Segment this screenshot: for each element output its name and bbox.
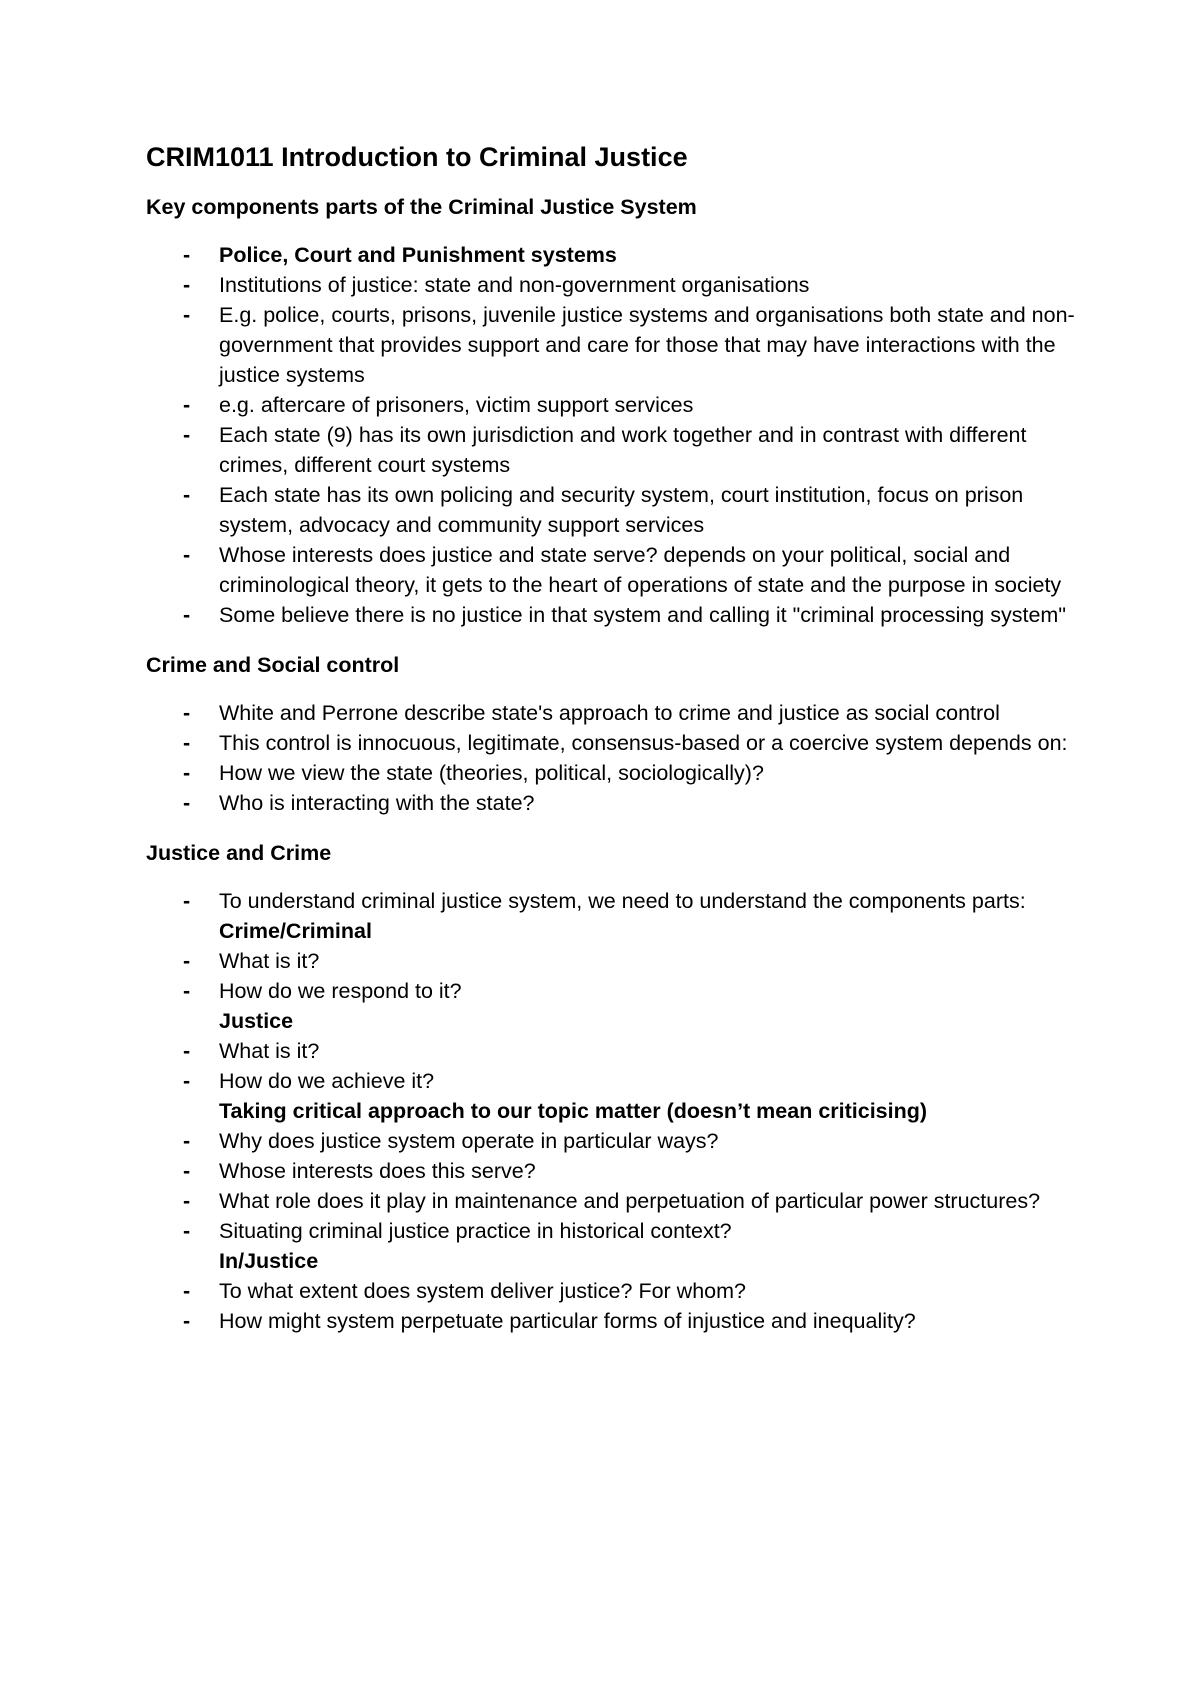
list-item: - Police, Court and Punishment systems <box>146 240 1086 270</box>
list-item: - How we view the state (theories, political, sociologically)? <box>146 758 1086 788</box>
list-item: - Whose interests does this serve? <box>146 1156 1086 1186</box>
list-item: - What role does it play in maintenance and perpetuation of particular power structures? <box>146 1186 1086 1216</box>
list-item: - To understand criminal justice system, we need to understand the components parts: <box>146 886 1086 916</box>
list-item: - How do we achieve it? <box>146 1066 1086 1096</box>
document-body <box>146 192 1086 1336</box>
list-subheading: Justice <box>219 1009 294 1033</box>
list-item: - This control is innocuous, legitimate, consensus-based or a coercive system depends on: <box>146 728 1086 758</box>
list-item: - Whose interests does justice and state serve? depends on your political, social and criminological theory, it gets to the heart of operations of state and the purpose in society <box>146 540 1086 600</box>
list-item: - How might system perpetuate particular forms of injustice and inequality? <box>146 1306 1086 1336</box>
list-item: - How do we respond to it? <box>146 976 1086 1006</box>
list-item: - E.g. police, courts, prisons, juvenile justice systems and organisations both state and non-government that provides support and care for those that may have interactions with the justice systems <box>146 300 1086 390</box>
section-1 <box>146 192 1086 630</box>
list-item: - Situating criminal justice practice in historical context? <box>146 1216 1086 1246</box>
list-item: - To what extent does system deliver justice? For whom? <box>146 1276 1086 1306</box>
section-heading: Crime and Social control <box>146 653 400 677</box>
list-item: - What is it? <box>146 1036 1086 1066</box>
section-3 <box>146 838 1086 1336</box>
bullet-list <box>146 240 1086 630</box>
document-title: CRIM1011 Introduction to Criminal Justice <box>146 142 688 172</box>
section-heading: Key components parts of the Criminal Justice System <box>146 195 697 219</box>
list-item: - e.g. aftercare of prisoners, victim support services <box>146 390 1086 420</box>
list-subheading: Taking critical approach to our topic matter (doesn’t mean criticising) <box>219 1099 928 1123</box>
section-heading: Justice and Crime <box>146 841 332 865</box>
list-item: - Some believe there is no justice in that system and calling it "criminal processing system" <box>146 600 1086 630</box>
list-item: - Each state (9) has its own jurisdiction and work together and in contrast with different crimes, different court systems <box>146 420 1086 480</box>
list-subheading: In/Justice <box>219 1249 319 1273</box>
document-page <box>146 140 1086 1356</box>
bullet-list <box>146 886 1086 1336</box>
list-item: - Each state has its own policing and security system, court institution, focus on prison system, advocacy and community support services <box>146 480 1086 540</box>
list-item: - Who is interacting with the state? <box>146 788 1086 818</box>
list-item: - Why does justice system operate in particular ways? <box>146 1126 1086 1156</box>
list-item: - Institutions of justice: state and non-government organisations <box>146 270 1086 300</box>
section-2 <box>146 650 1086 818</box>
list-item: - White and Perrone describe state's approach to crime and justice as social control <box>146 698 1086 728</box>
list-subheading: Crime/Criminal <box>219 919 372 943</box>
list-item: - What is it? <box>146 946 1086 976</box>
bullet-list <box>146 698 1086 818</box>
